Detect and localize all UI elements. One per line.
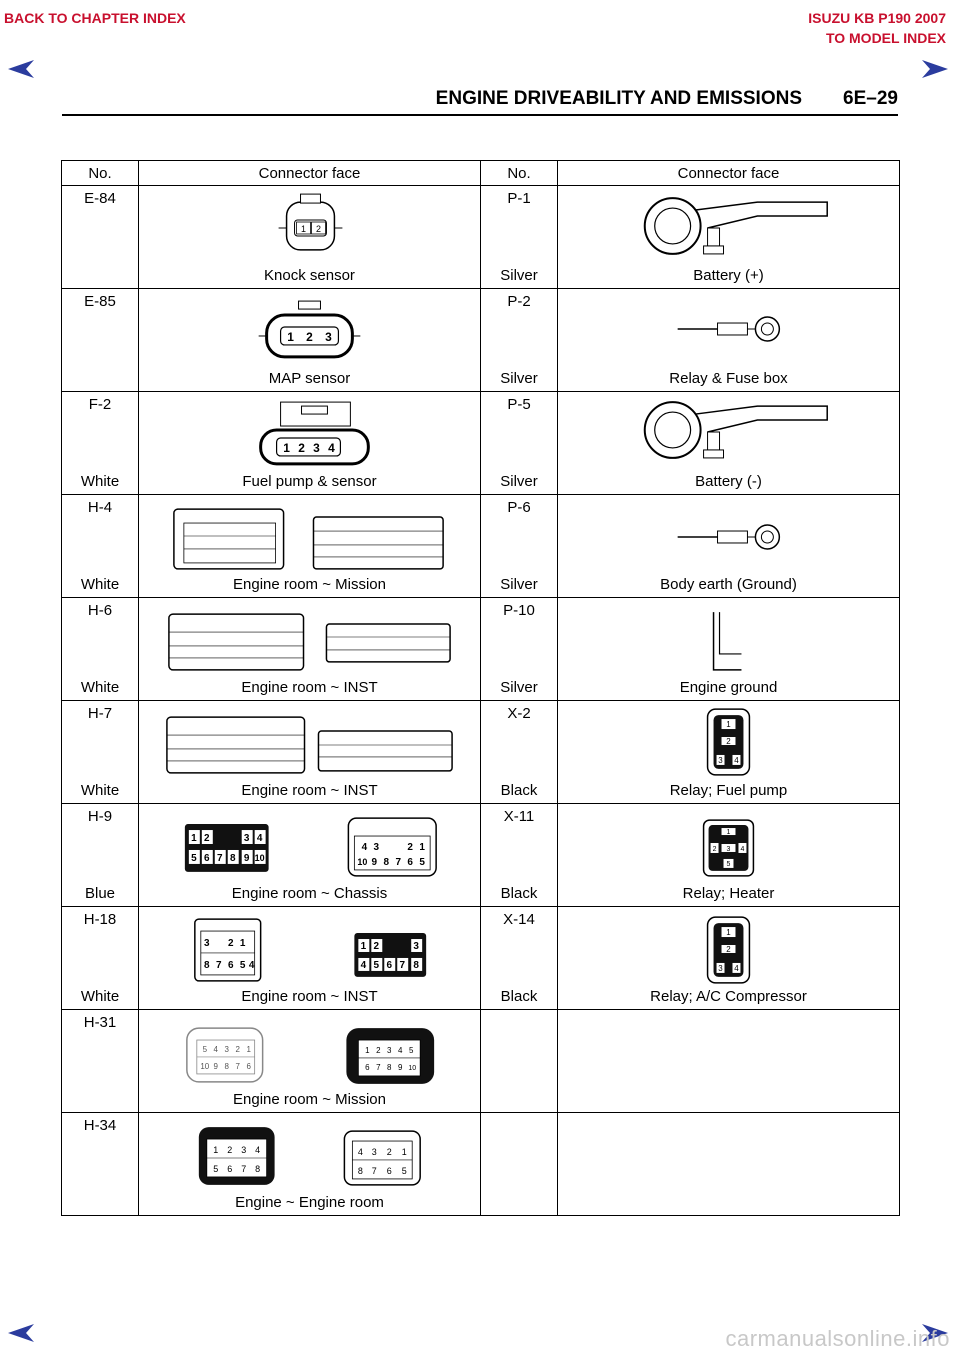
pin-label: 2 xyxy=(407,841,413,853)
pin-label: 8 xyxy=(224,1061,229,1071)
connector-id-cell xyxy=(62,907,139,1010)
pin-label: 7 xyxy=(371,1165,377,1176)
connector-id-cell xyxy=(62,1010,139,1113)
connector-number: X-11 xyxy=(503,808,535,825)
pin-label: 2 xyxy=(712,845,717,853)
table-row xyxy=(62,598,900,701)
battery-negative-terminal-icon xyxy=(558,396,899,470)
connector-number: E-85 xyxy=(84,293,116,310)
connector-caption: Relay; A/C Compressor xyxy=(650,988,807,1005)
connector-number: H-18 xyxy=(83,911,117,928)
pin-label: 8 xyxy=(387,1062,392,1072)
pin-label: 3 xyxy=(371,1146,377,1157)
table-row xyxy=(62,701,900,804)
pin-label: 2 xyxy=(726,736,731,746)
ring-terminal-icon xyxy=(558,293,899,367)
connector-id-cell xyxy=(481,1010,558,1113)
table-row xyxy=(62,495,900,598)
connector-caption: Engine room ~ INST xyxy=(241,679,378,696)
pin-label: 4 xyxy=(256,833,263,845)
engine-room-inst-connector-pair-icon xyxy=(139,911,480,985)
connector-color: Silver xyxy=(500,370,538,387)
connector-number: E-84 xyxy=(84,190,116,207)
connector-color: White xyxy=(80,473,120,490)
connector-number: P-2 xyxy=(507,293,531,310)
connector-face-cell xyxy=(558,392,900,495)
connector-number: H-4 xyxy=(87,499,113,516)
pin-label: 4 xyxy=(360,959,367,971)
relay-fuel-pump-connector-icon xyxy=(558,705,899,779)
pin-label: 2 xyxy=(315,223,321,234)
connector-face-cell xyxy=(558,598,900,701)
connector-caption: Engine room ~ INST xyxy=(241,782,378,799)
pin-label: 5 xyxy=(373,959,380,971)
pin-label: 2 xyxy=(306,329,313,344)
connector-caption: Battery (+) xyxy=(693,267,764,284)
pin-label: 2 xyxy=(235,1044,240,1054)
connector-id-cell xyxy=(481,495,558,598)
connector-face-cell xyxy=(139,907,481,1010)
section-title: ENGINE DRIVEABILITY AND EMISSIONS xyxy=(435,88,802,109)
pin-label: 3 xyxy=(718,963,723,973)
engine-room-inst-connector-pair-icon xyxy=(139,602,480,676)
pin-label: 1 xyxy=(419,841,425,853)
to-model-index-link[interactable]: TO MODEL INDEX xyxy=(825,30,946,46)
engine-room-mission-connector-pair-icon xyxy=(139,499,480,573)
pin-label: 4 xyxy=(248,959,255,971)
pin-label: 7 xyxy=(399,959,406,971)
page-number: 6E–29 xyxy=(843,88,898,109)
connector-number: X-2 xyxy=(507,705,531,722)
connector-color: White xyxy=(80,988,120,1005)
connector-face-cell xyxy=(139,186,481,289)
pin-label: 1 xyxy=(287,329,294,344)
pin-label: 4 xyxy=(734,755,739,765)
pin-label: 3 xyxy=(204,938,210,950)
connector-color: Silver xyxy=(500,576,538,593)
pin-label: 4 xyxy=(398,1045,403,1055)
pin-label: 1 xyxy=(191,833,197,845)
pin-label: 1 xyxy=(283,440,290,455)
pin-label: 2 xyxy=(227,938,234,950)
pin-label: 1 xyxy=(246,1044,251,1054)
pin-label: 9 xyxy=(371,856,378,868)
pin-label: 3 xyxy=(373,841,380,853)
table-row xyxy=(62,804,900,907)
connector-color: Black xyxy=(500,988,538,1005)
connector-number: X-14 xyxy=(503,911,535,928)
pin-label: 6 xyxy=(365,1062,370,1072)
connector-caption: Knock sensor xyxy=(264,267,355,284)
pin-label: 2 xyxy=(227,1145,233,1156)
connector-id-cell xyxy=(481,289,558,392)
connector-caption: Relay; Fuel pump xyxy=(669,782,788,799)
connector-face-cell xyxy=(139,1113,481,1216)
col-header-no: No. xyxy=(481,161,558,186)
connector-face-cell xyxy=(558,289,900,392)
connector-caption: Fuel pump & sensor xyxy=(242,473,377,490)
connector-table xyxy=(61,160,900,1216)
pin-label: 6 xyxy=(204,852,210,864)
pin-label: 1 xyxy=(401,1146,407,1157)
connector-caption: Engine room ~ Chassis xyxy=(231,885,388,902)
connector-color: White xyxy=(80,782,120,799)
connector-number: P-1 xyxy=(507,190,531,207)
pin-label: 1 xyxy=(360,940,367,952)
pin-label: 3 xyxy=(325,329,332,344)
connector-face-cell xyxy=(139,289,481,392)
connector-caption: Engine room ~ INST xyxy=(241,988,378,1005)
pin-label: 2 xyxy=(373,940,380,952)
connector-id-cell xyxy=(481,186,558,289)
connector-id-cell xyxy=(62,495,139,598)
pin-label: 6 xyxy=(227,1163,233,1174)
relay-heater-connector-icon xyxy=(558,808,899,882)
connector-caption: MAP sensor xyxy=(268,370,351,387)
connector-id-cell xyxy=(481,598,558,701)
connector-face-cell xyxy=(139,495,481,598)
connector-number: H-9 xyxy=(87,808,113,825)
connector-id-cell xyxy=(62,701,139,804)
body-earth-ring-terminal-icon xyxy=(558,499,899,573)
pin-label: 4 xyxy=(734,963,739,973)
pin-label: 9 xyxy=(213,1061,218,1071)
col-header-no: No. xyxy=(62,161,139,186)
connector-color: Blue xyxy=(84,885,116,902)
pin-label: 6 xyxy=(386,1165,392,1176)
connector-caption: Relay & Fuse box xyxy=(669,370,788,387)
connector-id-cell xyxy=(481,907,558,1010)
pin-label: 4 xyxy=(357,1146,363,1157)
watermark: carmanualsonline.info xyxy=(725,1326,950,1351)
pin-label: 2 xyxy=(376,1045,381,1055)
pin-label: 2 xyxy=(298,440,305,455)
connector-color: White xyxy=(80,679,120,696)
pin-label: 4 xyxy=(361,841,368,853)
next-page-arrow-icon[interactable] xyxy=(920,58,950,80)
pin-label: 4 xyxy=(255,1145,261,1156)
pin-label: 3 xyxy=(241,1145,247,1156)
pin-label: 3 xyxy=(413,940,419,952)
pin-label: 5 xyxy=(726,860,731,868)
connector-color: Silver xyxy=(500,473,538,490)
pin-label: 1 xyxy=(301,223,307,234)
connector-id-cell xyxy=(62,392,139,495)
pin-label: 8 xyxy=(204,959,210,971)
connector-face-cell xyxy=(139,804,481,907)
connector-number: H-6 xyxy=(87,602,113,619)
table-header-row xyxy=(62,161,900,186)
pin-label: 7 xyxy=(215,959,222,971)
col-header-connector-face: Connector face xyxy=(558,161,900,186)
connector-number: F-2 xyxy=(88,396,112,413)
connector-number: H-31 xyxy=(83,1014,117,1031)
connector-number: P-6 xyxy=(507,499,531,516)
connector-face-cell xyxy=(139,1010,481,1113)
connector-caption: Engine room ~ Mission xyxy=(233,576,386,593)
pin-label: 7 xyxy=(235,1061,240,1071)
pin-label: 5 xyxy=(419,856,425,868)
pin-label: 3 xyxy=(726,845,731,853)
col-header-connector-face: Connector face xyxy=(139,161,481,186)
connector-face-cell xyxy=(558,907,900,1010)
pin-label: 5 xyxy=(408,1045,414,1055)
table-row xyxy=(62,186,900,289)
connector-id-cell xyxy=(481,701,558,804)
pin-label: 8 xyxy=(357,1165,363,1176)
previous-page-arrow-icon[interactable] xyxy=(6,58,36,80)
connector-caption: Battery (-) xyxy=(695,473,762,490)
connector-id-cell xyxy=(62,289,139,392)
battery-positive-terminal-icon xyxy=(558,190,899,264)
connector-face-cell xyxy=(558,804,900,907)
pin-label: 1 xyxy=(726,829,731,837)
knock-sensor-connector-icon xyxy=(139,190,480,264)
connector-caption: Engine room ~ Mission xyxy=(233,1091,386,1108)
engine-room-inst-connector-pair-icon xyxy=(139,705,480,779)
connector-color: Black xyxy=(500,782,538,799)
connector-id-cell xyxy=(481,804,558,907)
pin-label: 3 xyxy=(718,755,723,765)
connector-id-cell xyxy=(481,1113,558,1216)
table-row xyxy=(62,289,900,392)
fuel-pump-connector-icon xyxy=(139,396,480,470)
connector-id-cell xyxy=(62,598,139,701)
engine-ground-bracket-icon xyxy=(558,602,899,676)
pin-label: 3 xyxy=(243,833,250,845)
previous-page-arrow-bottom-icon[interactable] xyxy=(6,1322,36,1344)
connector-color: Black xyxy=(500,885,538,902)
table-row xyxy=(62,1113,900,1216)
connector-number: P-5 xyxy=(507,396,531,413)
pin-label: 10 xyxy=(357,856,368,867)
table-row xyxy=(62,1010,900,1113)
pin-label: 10 xyxy=(200,1061,210,1071)
engine-room-mission-connector-pair-icon xyxy=(139,1014,480,1088)
pin-label: 5 xyxy=(239,959,246,971)
connector-color: Silver xyxy=(500,267,538,284)
connector-id-cell xyxy=(62,804,139,907)
pin-label: 2 xyxy=(204,833,210,845)
connector-id-cell xyxy=(62,186,139,289)
pin-label: 5 xyxy=(202,1044,208,1054)
pin-label: 1 xyxy=(365,1045,370,1055)
relay-ac-compressor-connector-icon xyxy=(558,911,899,985)
empty-cell xyxy=(558,1113,900,1216)
connector-caption: Engine ground xyxy=(679,679,778,696)
pin-label: 10 xyxy=(254,852,265,863)
connector-number: H-34 xyxy=(83,1117,117,1134)
pin-label: 6 xyxy=(227,959,234,971)
pin-label: 8 xyxy=(229,852,236,864)
pin-label: 1 xyxy=(726,720,731,730)
pin-label: 8 xyxy=(255,1163,261,1174)
pin-label: 1 xyxy=(239,938,246,950)
pin-label: 9 xyxy=(243,852,250,864)
pin-label: 1 xyxy=(726,928,731,938)
connector-number: H-7 xyxy=(87,705,113,722)
pin-label: 2 xyxy=(386,1146,392,1157)
pin-label: 7 xyxy=(216,852,223,864)
connector-number: P-10 xyxy=(503,602,535,619)
connector-id-cell xyxy=(481,392,558,495)
connector-face-cell xyxy=(139,598,481,701)
map-sensor-connector-icon xyxy=(139,293,480,367)
pin-label: 4 xyxy=(328,440,335,455)
pin-label: 5 xyxy=(401,1165,407,1176)
pin-label: 1 xyxy=(213,1145,219,1156)
connector-caption: Relay; Heater xyxy=(682,885,775,902)
page-header xyxy=(62,86,898,116)
connector-id-cell xyxy=(62,1113,139,1216)
connector-color: Silver xyxy=(500,679,538,696)
empty-cell xyxy=(558,1010,900,1113)
pin-label: 3 xyxy=(313,440,320,455)
pin-label: 6 xyxy=(407,856,413,868)
connector-caption: Body earth (Ground) xyxy=(660,576,797,593)
pin-label: 6 xyxy=(386,959,393,971)
pin-label: 7 xyxy=(241,1163,247,1174)
pin-label: 10 xyxy=(408,1064,417,1072)
pin-label: 4 xyxy=(213,1044,218,1054)
connector-face-cell xyxy=(558,701,900,804)
pin-label: 8 xyxy=(413,959,419,971)
pin-label: 7 xyxy=(376,1062,381,1072)
connector-caption: Engine ~ Engine room xyxy=(235,1194,384,1211)
connector-face-cell xyxy=(139,392,481,495)
table-row xyxy=(62,907,900,1010)
pin-label: 9 xyxy=(398,1062,403,1072)
connector-face-cell xyxy=(558,495,900,598)
pin-label: 3 xyxy=(224,1044,229,1054)
engine-room-chassis-connector-pair-icon xyxy=(139,808,480,882)
pin-label: 5 xyxy=(213,1163,219,1174)
back-to-chapter-index-link[interactable]: BACK TO CHAPTER INDEX xyxy=(4,10,186,26)
model-brand-label[interactable]: ISUZU KB P190 2007 xyxy=(808,10,946,26)
pin-label: 2 xyxy=(726,944,731,954)
connector-face-cell xyxy=(558,186,900,289)
pin-label: 4 xyxy=(740,845,745,853)
pin-label: 5 xyxy=(191,852,197,864)
pin-label: 3 xyxy=(387,1045,392,1055)
pin-label: 8 xyxy=(383,856,390,868)
pin-label: 6 xyxy=(246,1061,251,1071)
engine-engine-room-connector-pair-icon xyxy=(139,1117,480,1191)
connector-color: White xyxy=(80,576,120,593)
connector-face-cell xyxy=(139,701,481,804)
table-row xyxy=(62,392,900,495)
pin-label: 7 xyxy=(395,856,402,868)
